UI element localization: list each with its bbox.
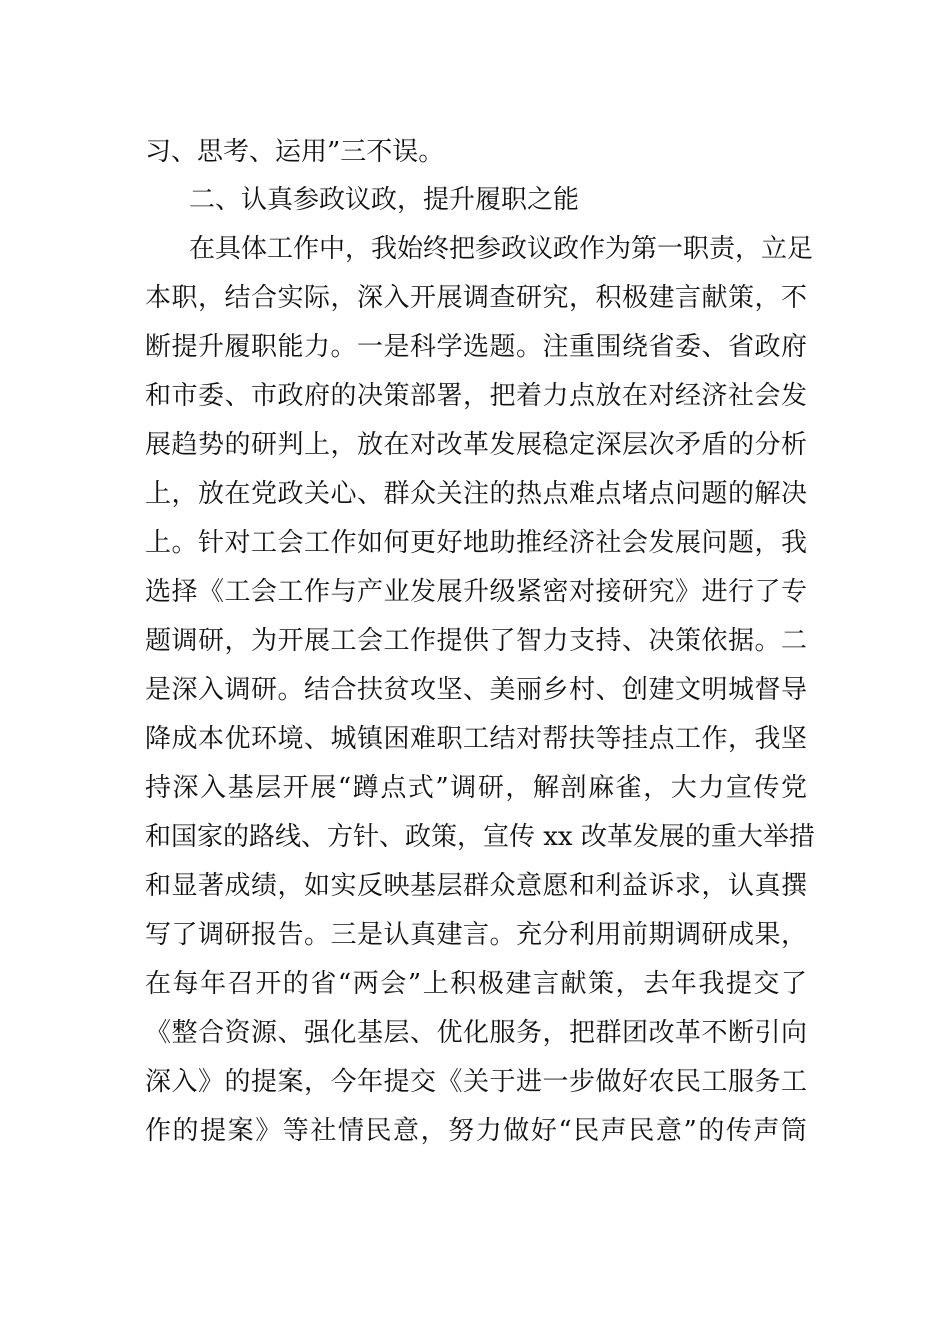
text-line-19: 《整合资源、强化基层、优化服务，把群团改革不断引向 (145, 1018, 807, 1048)
text-line-4: 本职，结合实际，深入开展调查研究，积极建言献策，不 (145, 283, 807, 313)
text-line-5: 断提升履职能力。一是科学选题。注重围绕省委、省政府 (145, 332, 807, 362)
text-line-16: 和显著成绩，如实反映基层群众意愿和利益诉求，认真撰 (145, 871, 807, 901)
text-line-7: 展趋势的研判上，放在对改革发展稳定深层次矛盾的分析 (145, 430, 807, 460)
text-line-18: 在每年召开的省“两会”上积极建言献策，去年我提交了 (145, 969, 807, 999)
section-heading: 二、认真参政议政，提升履职之能 (189, 185, 580, 215)
text-line-14: 持深入基层开展“蹲点式”调研，解剖麻雀，大力宣传党 (145, 773, 807, 803)
text-line-20: 深入》的提案，今年提交《关于进一步做好农民工服务工 (145, 1067, 807, 1097)
text-line-21: 作的提案》等社情民意，努力做好“民声民意”的传声筒 (145, 1116, 807, 1146)
text-line-9: 上。针对工会工作如何更好地助推经济社会发展问题，我 (145, 528, 807, 558)
text-line-13: 降成本优环境、城镇困难职工结对帮扶等挂点工作，我坚 (145, 724, 807, 754)
text-line-8: 上，放在党政关心、群众关注的热点难点堵点问题的解决 (145, 479, 807, 509)
text-line-12: 是深入调研。结合扶贫攻坚、美丽乡村、创建文明城督导 (145, 675, 807, 705)
text-line-3: 在具体工作中，我始终把参政议政作为第一职责，立足 (189, 234, 814, 264)
text-line-6: 和市委、市政府的决策部署，把着力点放在对经济社会发 (145, 381, 807, 411)
text-line-17: 写了调研报告。三是认真建言。充分利用前期调研成果， (145, 920, 807, 950)
text-line-1: 习、思考、运用”三不误。 (145, 137, 445, 167)
text-line-15: 和国家的路线、方针、政策，宣传 xx 改革发展的重大举措 (145, 822, 815, 852)
text-line-11: 题调研，为开展工会工作提供了智力支持、决策依据。二 (145, 626, 807, 656)
text-line-10: 选择《工会工作与产业发展升级紧密对接研究》进行了专 (145, 577, 807, 607)
